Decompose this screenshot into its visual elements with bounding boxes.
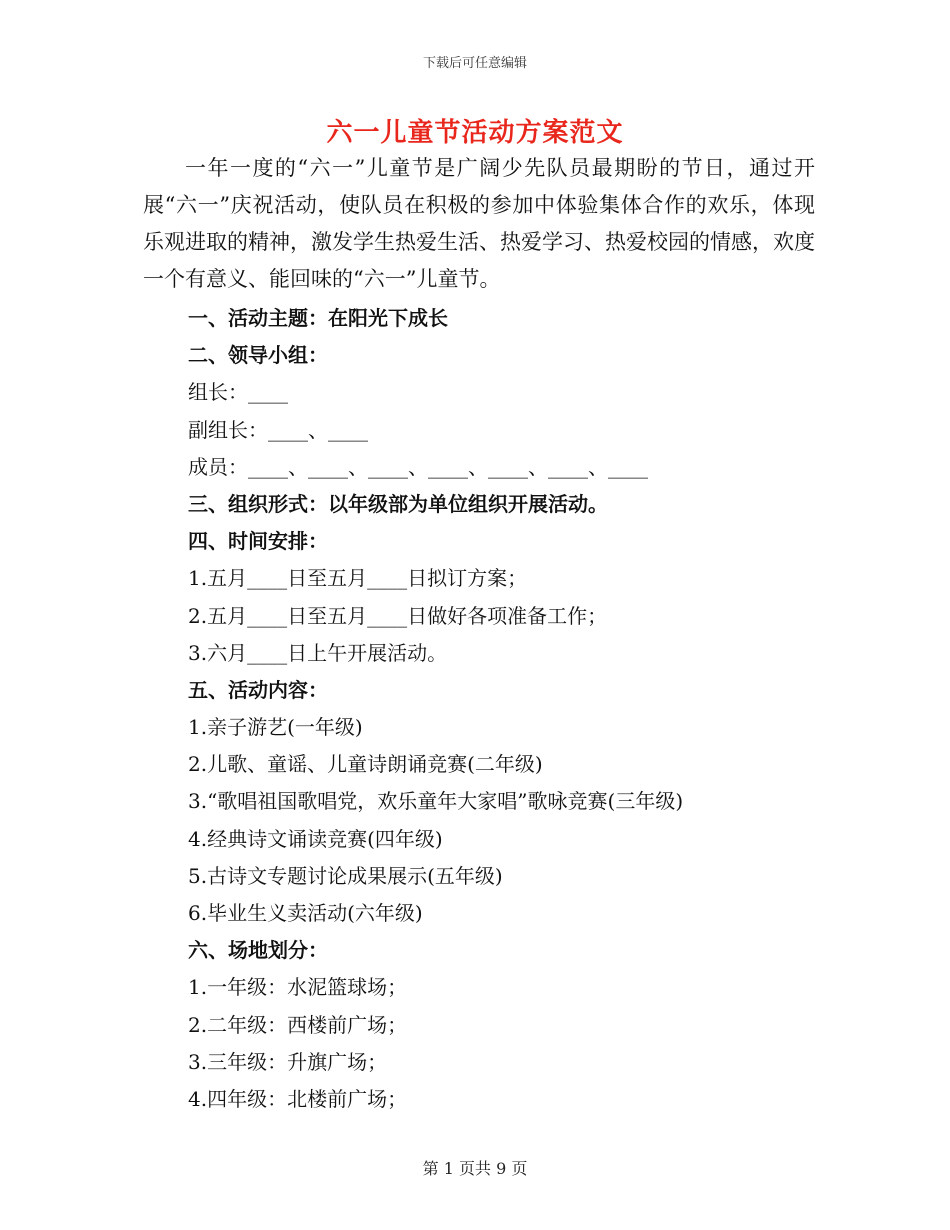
section-heading: 二、领导小组： xyxy=(188,343,328,368)
intro-paragraph: 一年一度的“六一”儿童节是广阔少先队员最期盼的节日，通过开展“六一”庆祝活动，使队员在积极的参加中体验集体合作的欢乐，体现乐观进取的精神，激发学生热爱生活、热爱学习、热爱校园的情感，欢度一个有意义、能回味的“六一”儿童节。 xyxy=(143,156,815,291)
body-line: 3.六月____日上午开展活动。 xyxy=(188,640,448,665)
body-line: 5.古诗文专题讨论成果展示(五年级) xyxy=(188,863,503,888)
body-line: 2.五月____日至五月____日做好各项准备工作； xyxy=(188,603,608,628)
section-heading: 六、场地划分： xyxy=(188,938,328,963)
body-line: 2.儿歌、童谣、儿童诗朗诵竞赛(二年级) xyxy=(188,752,543,777)
body-line: 副组长：____、____ xyxy=(188,417,368,442)
section-heading: 一、活动主题：在阳光下成长 xyxy=(188,306,448,330)
section-heading: 五、活动内容： xyxy=(188,677,328,702)
body-line: 组长：____ xyxy=(188,380,288,405)
body-line: 1.亲子游艺(一年级) xyxy=(188,715,363,740)
body-line: 6.毕业生义卖活动(六年级) xyxy=(188,901,423,925)
body-line: 成员：____、____、____、____、____、____、____ xyxy=(188,454,648,479)
body-line: 1.五月____日至五月____日拟订方案； xyxy=(188,566,528,591)
page-header: 下载后可任意编辑 xyxy=(422,56,527,71)
page-footer: 第 1 页共 9 页 xyxy=(422,1159,528,1178)
body-line: 3.“歌唱祖国歌唱党，欢乐童年大家唱”歌咏竞赛(三年级) xyxy=(188,789,684,814)
body-line: 4.四年级：北楼前广场； xyxy=(188,1086,408,1111)
section-heading: 四、时间安排： xyxy=(188,529,328,554)
body-line: 1.一年级：水泥篮球场； xyxy=(188,975,408,1000)
document-title: 六一儿童节活动方案范文 xyxy=(326,118,624,148)
body-line: 2.二年级：西楼前广场； xyxy=(188,1012,408,1037)
body-line: 3.三年级：升旗广场； xyxy=(188,1049,388,1074)
document-body xyxy=(188,300,828,1118)
body-line: 4.经典诗文诵读竞赛(四年级) xyxy=(188,826,443,851)
section-heading: 三、组织形式：以年级部为单位组织开展活动。 xyxy=(188,491,608,516)
